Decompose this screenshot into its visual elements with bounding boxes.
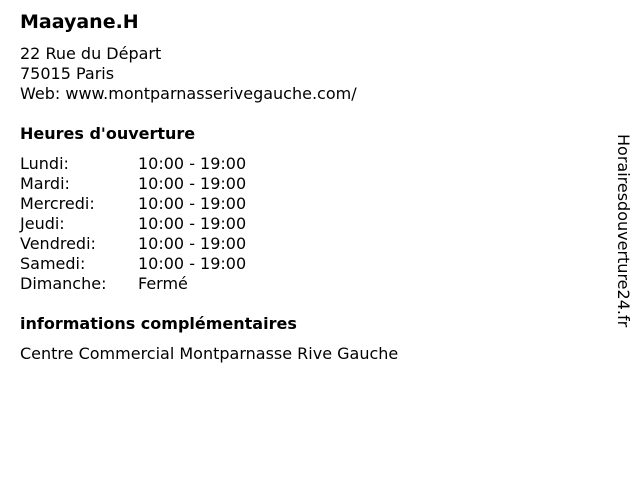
day-label: Dimanche: [20, 274, 107, 293]
day-label: Samedi: [20, 254, 86, 273]
day-hours: Fermé [138, 274, 188, 293]
street-address: 22 Rue du Départ [20, 44, 162, 63]
day-label: Mardi: [20, 174, 70, 193]
day-hours: 10:00 - 19:00 [138, 254, 247, 273]
hours-row [20, 174, 246, 194]
additional-info-heading: informations complémentaires [20, 314, 297, 333]
hours-row [20, 154, 246, 174]
website-line[interactable]: Web: www.montparnasserivegauche.com/ [20, 84, 357, 103]
day-hours: 10:00 - 19:00 [138, 234, 247, 253]
business-name: Maayane.H [20, 11, 139, 33]
hours-row [20, 214, 246, 234]
day-label: Lundi: [20, 154, 69, 173]
postal-city: 75015 Paris [20, 64, 115, 83]
day-hours: 10:00 - 19:00 [138, 214, 247, 233]
opening-hours-table [20, 154, 246, 294]
day-label: Vendredi: [20, 234, 96, 253]
day-hours: 10:00 - 19:00 [138, 174, 247, 193]
opening-hours-heading: Heures d'ouverture [20, 124, 196, 143]
hours-row [20, 194, 246, 214]
day-hours: 10:00 - 19:00 [138, 194, 247, 213]
additional-info-text: Centre Commercial Montparnasse Rive Gauche [20, 344, 399, 363]
hours-row [20, 234, 246, 254]
day-hours: 10:00 - 19:00 [138, 154, 247, 173]
address-block [20, 44, 357, 104]
hours-row [20, 274, 246, 294]
day-label: Mercredi: [20, 194, 95, 213]
day-label: Jeudi: [20, 214, 65, 233]
site-watermark: Horairesdouverture24.fr [614, 134, 633, 328]
hours-row [20, 254, 246, 274]
